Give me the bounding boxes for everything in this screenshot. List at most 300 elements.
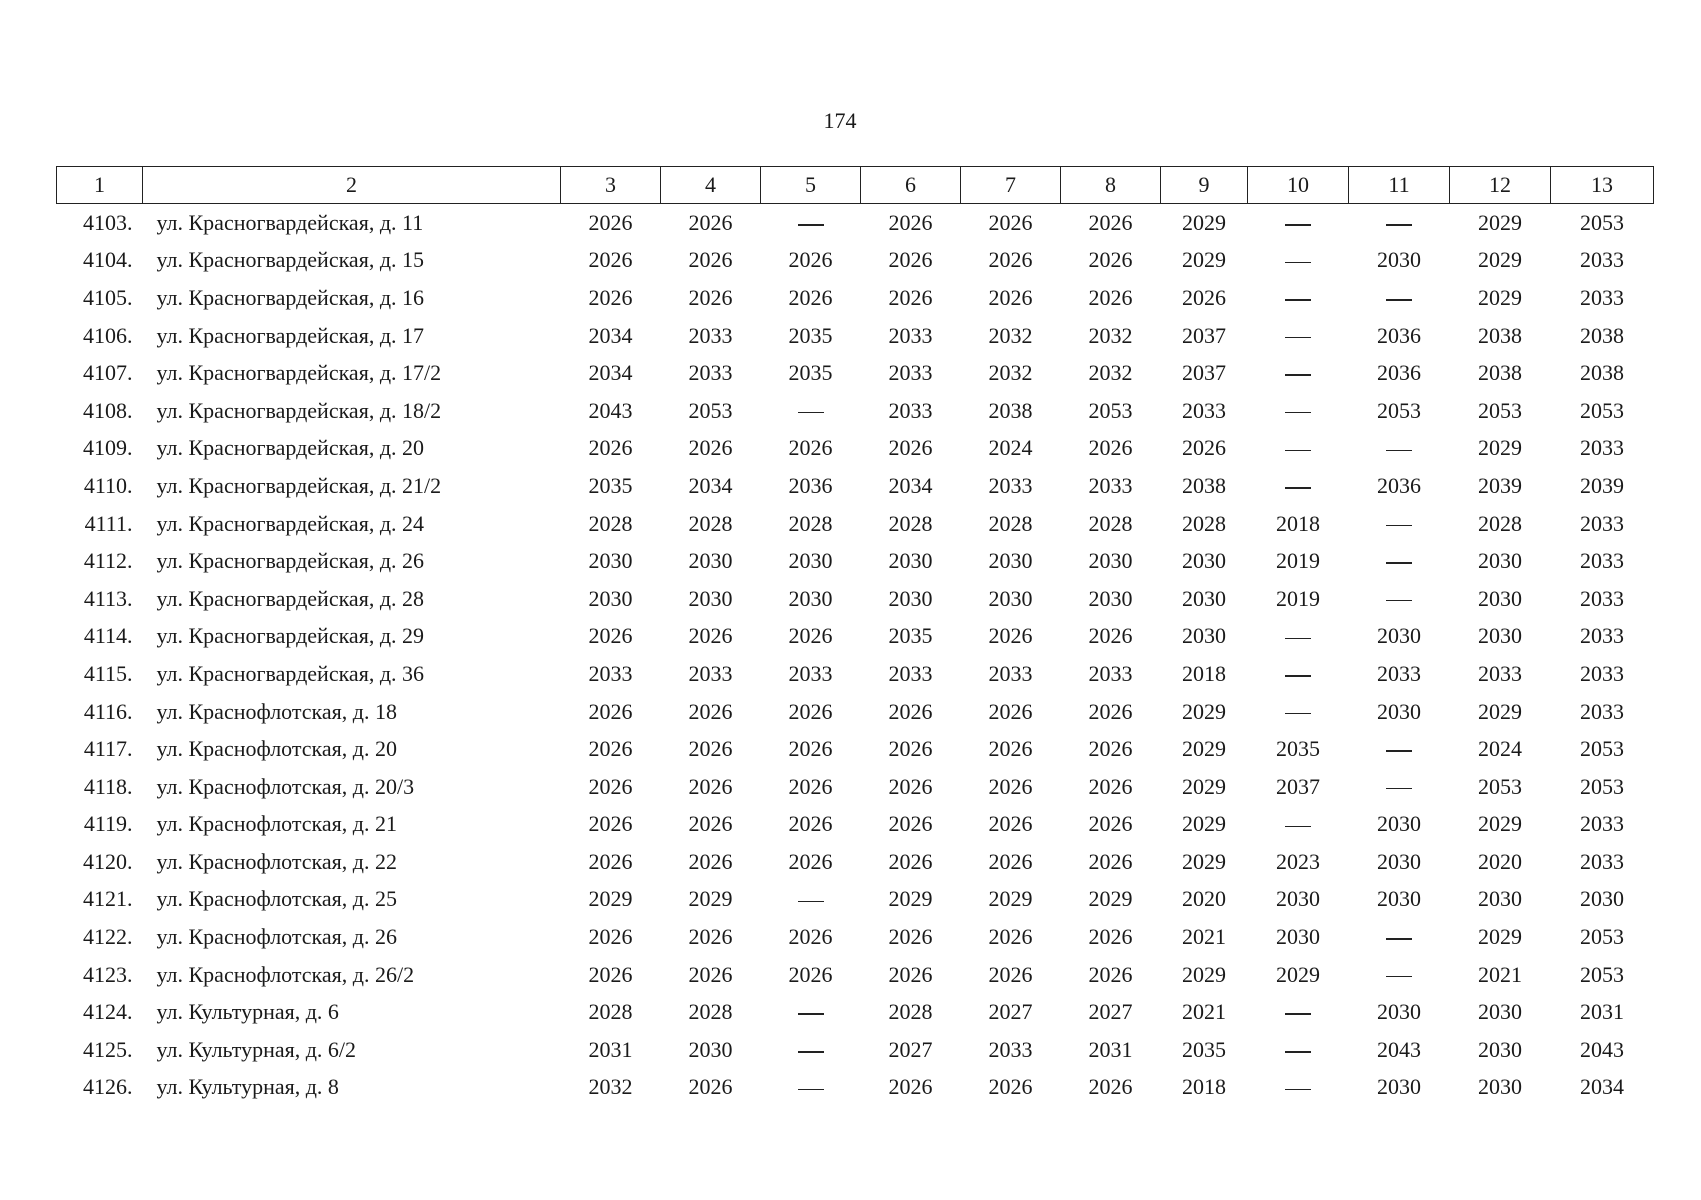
table-row	[57, 242, 1654, 280]
table-row	[57, 1031, 1654, 1069]
year-cell: 2020	[1182, 886, 1226, 912]
empty-dash-cell	[1248, 655, 1349, 693]
address-cell: ул. Красногвардейская, д. 16	[156, 284, 425, 310]
dash-mark	[1386, 788, 1412, 790]
dash-mark	[1285, 638, 1311, 640]
year-cell: 2026	[1088, 773, 1133, 799]
empty-dash-cell	[1248, 1069, 1349, 1107]
table-row	[57, 580, 1654, 618]
row-number: 4126.	[83, 1074, 133, 1100]
year-cell: 2053	[1580, 924, 1624, 950]
dash-mark	[1285, 262, 1311, 264]
column-header-5: 5	[761, 167, 861, 204]
year-cell: 2026	[688, 284, 733, 310]
dash-mark	[798, 1013, 824, 1015]
column-header-6: 6	[861, 167, 961, 204]
year-cell: 2029	[1478, 698, 1522, 724]
year-cell: 2033	[1580, 811, 1624, 837]
year-cell: 2033	[1580, 284, 1624, 310]
table-row	[57, 430, 1654, 468]
year-cell: 2026	[688, 811, 733, 837]
year-cell: 2029	[1478, 924, 1522, 950]
address-cell: ул. Краснофлотская, д. 26/2	[156, 961, 415, 987]
year-cell: 2026	[988, 623, 1033, 649]
year-cell: 2026	[588, 961, 633, 987]
year-cell: 2026	[688, 961, 733, 987]
year-cell: 2026	[588, 435, 633, 461]
year-cell: 2030	[1478, 623, 1522, 649]
column-header-2: 2	[143, 167, 561, 204]
dash-mark	[1386, 450, 1412, 452]
year-cell: 2028	[888, 999, 933, 1025]
dash-mark	[1285, 1013, 1311, 1015]
year-cell: 2037	[1276, 773, 1320, 799]
year-cell: 2026	[888, 284, 933, 310]
year-cell: 2018	[1276, 510, 1320, 536]
year-cell: 2026	[1088, 961, 1133, 987]
year-cell: 2026	[888, 811, 933, 837]
address-cell: ул. Красногвардейская, д. 36	[156, 660, 425, 686]
year-cell: 2033	[688, 360, 733, 386]
address-cell: ул. Красногвардейская, д. 24	[156, 510, 425, 536]
year-cell: 2026	[688, 1074, 733, 1100]
dash-mark	[1285, 1089, 1311, 1091]
dash-mark	[798, 901, 824, 903]
year-cell: 2029	[1182, 698, 1226, 724]
year-cell: 2026	[1088, 736, 1133, 762]
year-cell: 2029	[1182, 961, 1226, 987]
year-cell: 2026	[888, 848, 933, 874]
address-cell: ул. Красногвардейская, д. 17/2	[156, 360, 442, 386]
year-cell: 2043	[588, 397, 633, 423]
year-cell: 2038	[988, 397, 1033, 423]
year-cell: 2033	[688, 660, 733, 686]
year-cell: 2031	[1580, 999, 1624, 1025]
address-cell: ул. Краснофлотская, д. 25	[156, 886, 397, 912]
year-cell: 2026	[1088, 698, 1133, 724]
year-cell: 2030	[1580, 886, 1624, 912]
column-header-13: 13	[1551, 167, 1654, 204]
year-cell: 2026	[588, 698, 633, 724]
year-cell: 2026	[588, 773, 633, 799]
address-cell: ул. Краснофлотская, д. 18	[156, 698, 397, 724]
year-cell: 2034	[888, 472, 933, 498]
repair-schedule-table	[56, 166, 1654, 1106]
dash-mark	[1386, 525, 1412, 527]
year-cell: 2026	[588, 247, 633, 273]
year-cell: 2036	[1377, 322, 1421, 348]
year-cell: 2026	[588, 848, 633, 874]
table-row	[57, 392, 1654, 430]
row-number: 4106.	[83, 322, 133, 348]
empty-dash-cell	[1248, 204, 1349, 242]
year-cell: 2026	[1182, 284, 1226, 310]
dash-mark	[1285, 826, 1311, 828]
year-cell: 2029	[1478, 284, 1522, 310]
address-cell: ул. Красногвардейская, д. 29	[156, 623, 425, 649]
column-header-4: 4	[661, 167, 761, 204]
address-cell: ул. Красногвардейская, д. 18/2	[156, 397, 442, 423]
year-cell: 2033	[1580, 660, 1624, 686]
empty-dash-cell	[1349, 730, 1450, 768]
dash-mark	[1386, 224, 1412, 226]
year-cell: 2037	[1182, 360, 1226, 386]
row-number: 4111.	[84, 510, 133, 536]
year-cell: 2028	[988, 510, 1033, 536]
year-cell: 2029	[1182, 773, 1226, 799]
table-row	[57, 881, 1654, 919]
year-cell: 2028	[588, 999, 633, 1025]
empty-dash-cell	[1248, 993, 1349, 1031]
row-number: 4123.	[83, 961, 133, 987]
year-cell: 2026	[688, 773, 733, 799]
year-cell: 2053	[1580, 773, 1624, 799]
year-cell: 2026	[688, 623, 733, 649]
empty-dash-cell	[1248, 430, 1349, 468]
year-cell: 2053	[1580, 736, 1624, 762]
year-cell: 2035	[1182, 1036, 1226, 1062]
row-number: 4107.	[83, 360, 133, 386]
column-header-9: 9	[1161, 167, 1248, 204]
year-cell: 2033	[988, 660, 1033, 686]
year-cell: 2026	[788, 773, 833, 799]
year-cell: 2021	[1182, 924, 1226, 950]
year-cell: 2021	[1182, 999, 1226, 1025]
empty-dash-cell	[1349, 918, 1450, 956]
dash-mark	[1386, 600, 1412, 602]
year-cell: 2023	[1276, 848, 1320, 874]
dash-mark	[1386, 562, 1412, 564]
year-cell: 2030	[1377, 698, 1421, 724]
address-cell: ул. Культурная, д. 8	[156, 1074, 339, 1100]
table-row	[57, 317, 1654, 355]
empty-dash-cell	[1248, 693, 1349, 731]
year-cell: 2029	[888, 886, 933, 912]
year-cell: 2053	[1580, 209, 1624, 235]
table-row	[57, 542, 1654, 580]
year-cell: 2026	[988, 209, 1033, 235]
column-header-1: 1	[57, 167, 143, 204]
year-cell: 2029	[1182, 736, 1226, 762]
year-cell: 2019	[1276, 548, 1320, 574]
year-cell: 2026	[888, 773, 933, 799]
row-number: 4108.	[83, 397, 133, 423]
row-number: 4124.	[83, 999, 133, 1025]
year-cell: 2033	[888, 360, 933, 386]
year-cell: 2026	[788, 623, 833, 649]
year-cell: 2033	[888, 322, 933, 348]
year-cell: 2053	[1478, 773, 1522, 799]
empty-dash-cell	[1248, 354, 1349, 392]
address-cell: ул. Краснофлотская, д. 21	[156, 811, 397, 837]
year-cell: 2026	[1088, 435, 1133, 461]
year-cell: 2026	[888, 961, 933, 987]
year-cell: 2034	[588, 360, 633, 386]
address-cell: ул. Красногвардейская, д. 28	[156, 585, 425, 611]
year-cell: 2026	[588, 736, 633, 762]
year-cell: 2033	[1182, 397, 1226, 423]
year-cell: 2026	[788, 284, 833, 310]
year-cell: 2030	[1088, 585, 1133, 611]
year-cell: 2038	[1478, 360, 1522, 386]
dash-mark	[1285, 675, 1311, 677]
year-cell: 2026	[1088, 623, 1133, 649]
year-cell: 2026	[788, 247, 833, 273]
year-cell: 2032	[1088, 322, 1133, 348]
empty-dash-cell	[761, 993, 861, 1031]
year-cell: 2033	[988, 1036, 1033, 1062]
address-cell: ул. Краснофлотская, д. 22	[156, 848, 397, 874]
year-cell: 2026	[688, 848, 733, 874]
year-cell: 2053	[688, 397, 733, 423]
empty-dash-cell	[1349, 279, 1450, 317]
year-cell: 2033	[1478, 660, 1522, 686]
year-cell: 2026	[988, 698, 1033, 724]
address-cell: ул. Красногвардейская, д. 11	[156, 209, 424, 235]
year-cell: 2026	[788, 435, 833, 461]
empty-dash-cell	[761, 392, 861, 430]
column-header-11: 11	[1349, 167, 1450, 204]
year-cell: 2030	[1377, 811, 1421, 837]
year-cell: 2030	[988, 585, 1033, 611]
year-cell: 2034	[588, 322, 633, 348]
year-cell: 2026	[688, 247, 733, 273]
row-number: 4105.	[83, 284, 133, 310]
column-header-8: 8	[1061, 167, 1161, 204]
year-cell: 2030	[1377, 1074, 1421, 1100]
year-cell: 2026	[588, 811, 633, 837]
year-cell: 2029	[1478, 435, 1522, 461]
year-cell: 2026	[1182, 435, 1226, 461]
year-cell: 2033	[888, 660, 933, 686]
year-cell: 2026	[1088, 1074, 1133, 1100]
year-cell: 2036	[1377, 360, 1421, 386]
row-number: 4109.	[83, 435, 133, 461]
year-cell: 2026	[1088, 209, 1133, 235]
empty-dash-cell	[761, 1031, 861, 1069]
row-number: 4103.	[83, 209, 133, 235]
year-cell: 2024	[988, 435, 1033, 461]
year-cell: 2026	[688, 924, 733, 950]
year-cell: 2031	[1088, 1036, 1133, 1062]
year-cell: 2036	[788, 472, 833, 498]
year-cell: 2032	[1088, 360, 1133, 386]
year-cell: 2028	[1182, 510, 1226, 536]
year-cell: 2026	[788, 698, 833, 724]
year-cell: 2030	[1478, 585, 1522, 611]
year-cell: 2028	[788, 510, 833, 536]
empty-dash-cell	[1349, 580, 1450, 618]
year-cell: 2038	[1580, 322, 1624, 348]
empty-dash-cell	[761, 204, 861, 242]
table-row	[57, 467, 1654, 505]
year-cell: 2030	[888, 548, 933, 574]
table-row	[57, 806, 1654, 844]
address-cell: ул. Краснофлотская, д. 26	[156, 924, 397, 950]
year-cell: 2032	[988, 322, 1033, 348]
year-cell: 2026	[988, 773, 1033, 799]
page-number: 174	[823, 108, 857, 133]
year-cell: 2033	[1088, 660, 1133, 686]
year-cell: 2026	[888, 209, 933, 235]
year-cell: 2030	[788, 548, 833, 574]
year-cell: 2030	[1182, 585, 1226, 611]
table-row	[57, 1069, 1654, 1107]
row-number: 4112.	[83, 548, 133, 574]
empty-dash-cell	[1248, 618, 1349, 656]
row-number: 4114.	[83, 623, 133, 649]
dash-mark	[798, 224, 824, 226]
year-cell: 2030	[688, 548, 733, 574]
dash-mark	[1285, 450, 1311, 452]
table-row	[57, 279, 1654, 317]
year-cell: 2035	[788, 322, 833, 348]
empty-dash-cell	[1349, 956, 1450, 994]
year-cell: 2030	[1377, 848, 1421, 874]
year-cell: 2028	[888, 510, 933, 536]
year-cell: 2027	[888, 1036, 933, 1062]
year-cell: 2030	[1478, 1074, 1522, 1100]
year-cell: 2026	[888, 736, 933, 762]
year-cell: 2026	[788, 811, 833, 837]
year-cell: 2026	[888, 924, 933, 950]
year-cell: 2029	[1478, 209, 1522, 235]
year-cell: 2035	[588, 472, 633, 498]
year-cell: 2030	[1478, 1036, 1522, 1062]
row-number: 4110.	[83, 472, 133, 498]
year-cell: 2026	[688, 698, 733, 724]
year-cell: 2028	[688, 510, 733, 536]
empty-dash-cell	[1248, 279, 1349, 317]
empty-dash-cell	[1248, 392, 1349, 430]
year-cell: 2029	[1182, 811, 1226, 837]
year-cell: 2028	[588, 510, 633, 536]
header-row	[57, 167, 1654, 204]
year-cell: 2026	[988, 811, 1033, 837]
year-cell: 2030	[1276, 924, 1320, 950]
year-cell: 2033	[1580, 698, 1624, 724]
year-cell: 2026	[888, 435, 933, 461]
year-cell: 2029	[1088, 886, 1133, 912]
year-cell: 2026	[788, 961, 833, 987]
year-cell: 2034	[688, 472, 733, 498]
year-cell: 2053	[1580, 397, 1624, 423]
year-cell: 2030	[1088, 548, 1133, 574]
year-cell: 2026	[788, 924, 833, 950]
year-cell: 2029	[1276, 961, 1320, 987]
address-cell: ул. Краснофлотская, д. 20/3	[156, 773, 415, 799]
year-cell: 2030	[1377, 999, 1421, 1025]
year-cell: 2027	[1088, 999, 1133, 1025]
year-cell: 2030	[588, 548, 633, 574]
year-cell: 2030	[1377, 886, 1421, 912]
year-cell: 2053	[1580, 961, 1624, 987]
table-row	[57, 204, 1654, 242]
year-cell: 2038	[1478, 322, 1522, 348]
year-cell: 2053	[1088, 397, 1133, 423]
year-cell: 2029	[1182, 247, 1226, 273]
year-cell: 2033	[1580, 585, 1624, 611]
table-row	[57, 655, 1654, 693]
year-cell: 2026	[588, 623, 633, 649]
dash-mark	[1285, 487, 1311, 489]
year-cell: 2030	[988, 548, 1033, 574]
year-cell: 2033	[1580, 848, 1624, 874]
empty-dash-cell	[1349, 204, 1450, 242]
year-cell: 2032	[988, 360, 1033, 386]
year-cell: 2053	[1478, 397, 1522, 423]
row-number: 4121.	[83, 886, 133, 912]
year-cell: 2038	[1580, 360, 1624, 386]
year-cell: 2029	[1478, 247, 1522, 273]
table-row	[57, 918, 1654, 956]
empty-dash-cell	[1248, 467, 1349, 505]
address-cell: ул. Красногвардейская, д. 15	[156, 247, 425, 273]
year-cell: 2038	[1182, 472, 1226, 498]
table-row	[57, 693, 1654, 731]
year-cell: 2028	[688, 999, 733, 1025]
empty-dash-cell	[1248, 242, 1349, 280]
year-cell: 2033	[1580, 548, 1624, 574]
year-cell: 2026	[1088, 848, 1133, 874]
dash-mark	[798, 1089, 824, 1091]
address-cell: ул. Культурная, д. 6	[156, 999, 339, 1025]
dash-mark	[1285, 412, 1311, 414]
dash-mark	[1285, 713, 1311, 715]
empty-dash-cell	[1349, 768, 1450, 806]
empty-dash-cell	[1248, 806, 1349, 844]
year-cell: 2030	[1377, 247, 1421, 273]
year-cell: 2026	[588, 209, 633, 235]
year-cell: 2026	[988, 247, 1033, 273]
year-cell: 2043	[1580, 1036, 1624, 1062]
year-cell: 2032	[588, 1074, 633, 1100]
table-row	[57, 505, 1654, 543]
dash-mark	[1386, 299, 1412, 301]
row-number: 4120.	[83, 848, 133, 874]
year-cell: 2021	[1478, 961, 1522, 987]
year-cell: 2027	[988, 999, 1033, 1025]
year-cell: 2024	[1478, 736, 1522, 762]
year-cell: 2026	[688, 209, 733, 235]
year-cell: 2029	[1182, 848, 1226, 874]
year-cell: 2033	[788, 660, 833, 686]
address-cell: ул. Красногвардейская, д. 17	[156, 322, 425, 348]
address-cell: ул. Красногвардейская, д. 21/2	[156, 472, 442, 498]
column-header-10: 10	[1248, 167, 1349, 204]
year-cell: 2026	[688, 736, 733, 762]
empty-dash-cell	[1349, 505, 1450, 543]
year-cell: 2035	[788, 360, 833, 386]
year-cell: 2033	[988, 472, 1033, 498]
year-cell: 2034	[1580, 1074, 1624, 1100]
year-cell: 2030	[588, 585, 633, 611]
row-number: 4125.	[83, 1036, 133, 1062]
empty-dash-cell	[761, 881, 861, 919]
dash-mark	[798, 1051, 824, 1053]
year-cell: 2030	[888, 585, 933, 611]
year-cell: 2029	[688, 886, 733, 912]
year-cell: 2026	[588, 924, 633, 950]
table-row	[57, 843, 1654, 881]
year-cell: 2029	[588, 886, 633, 912]
year-cell: 2028	[1478, 510, 1522, 536]
column-header-7: 7	[961, 167, 1061, 204]
year-cell: 2030	[1478, 999, 1522, 1025]
year-cell: 2026	[988, 736, 1033, 762]
empty-dash-cell	[761, 1069, 861, 1107]
table-body	[57, 204, 1654, 1107]
